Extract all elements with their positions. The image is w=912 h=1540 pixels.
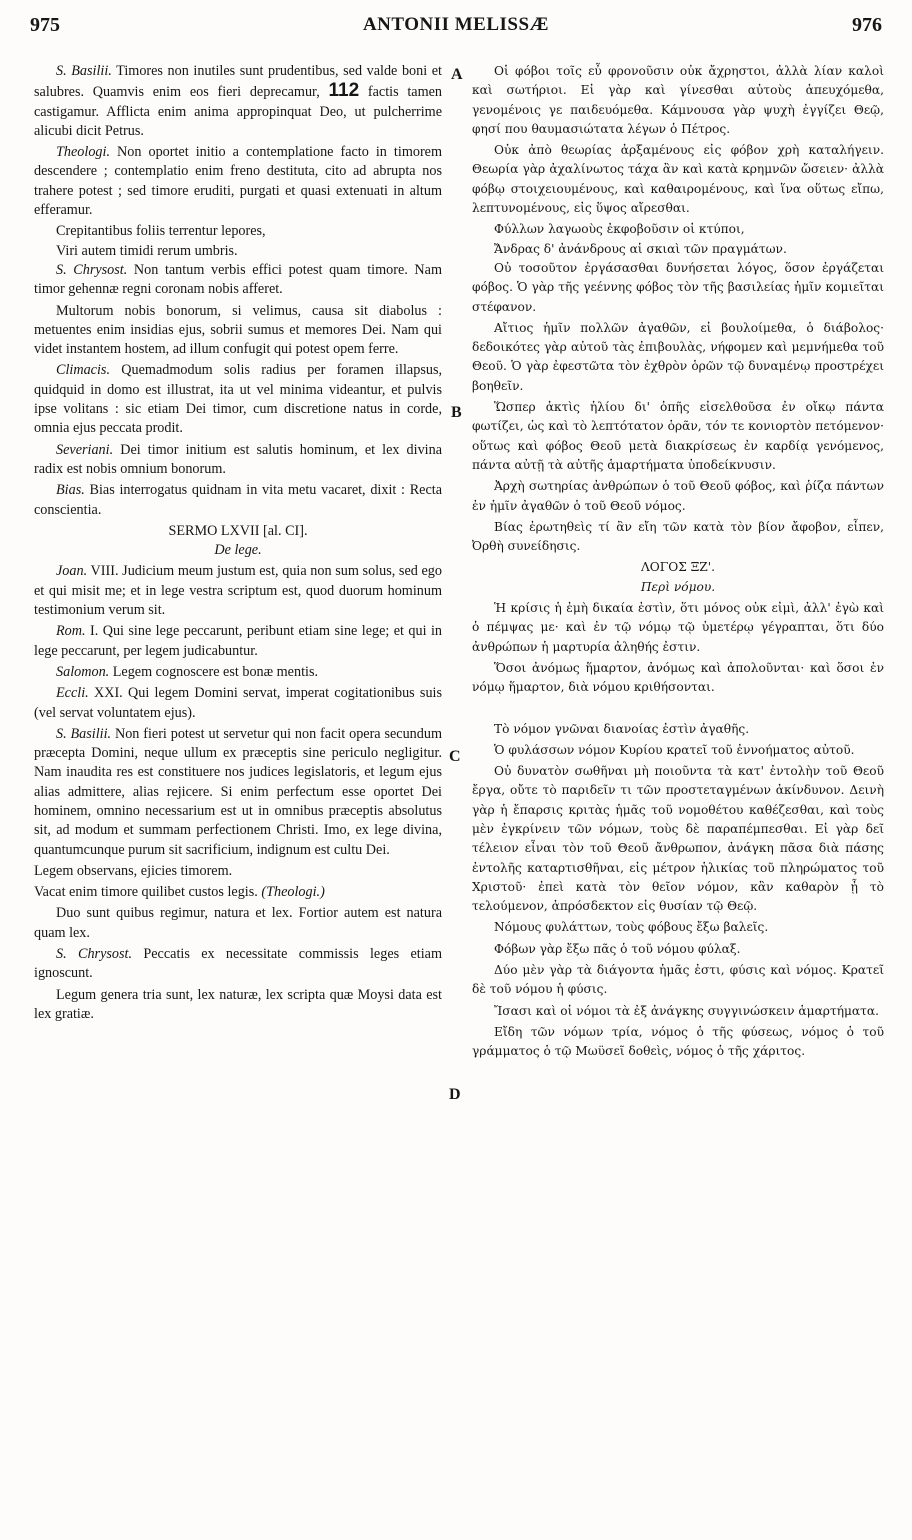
source-label: Bias. — [56, 482, 85, 499]
latin-paragraph — [34, 143, 442, 220]
greek-verse-line: Φόβων γὰρ ἔξω πᾶς ὁ τοῦ νόμου φύλαξ. — [494, 941, 741, 956]
latin-paragraph — [34, 883, 442, 902]
greek-paragraph: Βίας ἐρωτηθεὶς τί ἂν εἴη τῶν κατὰ τὸν βίον ἄφοβον, εἶπεν, Ὀρθὴ συνείδησις. — [472, 519, 884, 554]
greek-paragraph: Ἡ κρίσις ἡ ἐμὴ δικαία ἐστὶν, ὅτι μόνος οὐκ εἰμὶ, ἀλλ' ἐγὼ καὶ ὁ πέμψας με· καὶ ἐν τῷ νόμῳ τῷ ὑμετέρῳ γέγραπται, ὅτι δύο ἀνθρώπων ἡ μαρτυρία ἀληθής ἐστιν. — [472, 601, 884, 654]
greek-paragraph: Οἱ φόβοι τοῖς εὖ φρονοῦσιν οὐκ ἄχρηστοι, ἀλλὰ λίαν καλοὶ καὶ σωτήριοι. Εἰ γὰρ καὶ γίνεσθαι αὐτοὺς ἀπευχόμεθα, γενομένοις γε παιδευόμεθα. Κάμνουσα γὰρ ψυχὴ ἐγγίζει Θεῷ, φησί που θαυμασιώτατα λέγων ὁ Πέτρος. — [472, 64, 884, 136]
source-label: S. Basilii. — [56, 725, 112, 742]
section-marker-b: B — [451, 404, 462, 421]
latin-paragraph — [34, 663, 442, 682]
greek-paragraph: Ὅσοι ἀνόμως ἥμαρτον, ἀνόμως καὶ ἀπολοῦνται· καὶ ὅσοι ἐν νόμῳ ἥμαρτον, διὰ νόμου κριθήσονται. — [472, 660, 884, 695]
source-label: Theologi. — [56, 144, 110, 161]
latin-paragraph — [34, 261, 442, 300]
greek-verse-line: Νόμους φυλάττων, τοὺς φόβους ἔξω βαλεῖς. — [494, 920, 769, 935]
verse-line: Viri autem timidi rerum umbris. — [56, 242, 238, 259]
source-label: Joan. — [56, 563, 88, 580]
latin-column — [34, 62, 442, 1026]
paragraph-text: VIII. Judicium meum justum est, quia non sum solus, sed ego et qui misit me; et in lege vestra scriptum est, quod duorum hominum testimonium verum sit. — [34, 563, 442, 619]
source-label: Rom. — [56, 623, 86, 640]
greek-paragraph: Οὐκ ἀπὸ θεωρίας ἀρξαμένους εἰς φόβον χρὴ καταλήγειν. Θεωρία γὰρ ἀχαλίνωτος τάχα ἂν καὶ κατὰ κρημνῶν ὤσειεν· ἀλλὰ φόβῳ στοιχειουμένους, καὶ καθαιρομένους, καὶ ἵνα οὕτως εἴπω, λεπτυνομένους, εἰς ὕψος αἴρεσθαι. — [472, 143, 884, 216]
greek-paragraph: Οὐ τοσοῦτον ἐργάσασθαι δυνήσεται λόγος, ὅσον ἐργάζεται φόβος. Ὁ γὰρ τῆς γεέννης φόβος τὸν τῆς βασιλείας ἡμῖν κομιεῖται στέφανον. — [472, 260, 884, 314]
paragraph-text: Timores non inutiles sunt prudentibus, sed valde boni et salubres. Quamvis enim eos fieri deprecamur, — [34, 63, 442, 101]
paragraph-text: Dei timor initium est salutis hominum, et lex divina radix est nobis omnium bonorum. — [34, 441, 442, 477]
paragraph-text: Peccatis ex necessitate commissis leges etiam ignoscunt. — [34, 946, 443, 982]
greek-paragraph: Εἴδη τῶν νόμων τρία, νόμος ὁ τῆς φύσεως, νόμος ὁ τοῦ γράμματος ὁ τῷ Μωϋσεῖ δοθεὶς, νόμος ὁ τῆς χάριτος. — [472, 1024, 884, 1059]
greek-verse-line: Φύλλων λαγωοὺς ἐκφοβοῦσιν οἱ κτύποι, — [494, 222, 745, 237]
greek-paragraph: Αἴτιος ἡμῖν πολλῶν ἀγαθῶν, εἰ βουλοίμεθα, ὁ διάβολος· δεδοικότες γὰρ αὐτοῦ τὰς ἐπιβουλὰς, νήφομεν καὶ μεμνήμεθα τοῦ Θεοῦ. Ὁ γὰρ ἐφεστῶτα τὸν ἐχθρὸν ὁρῶν τῷ δυναμένῳ προστρέχει βοηθεῖν. — [472, 320, 884, 393]
latin-paragraph — [34, 725, 442, 860]
paragraph-text: Legem cognoscere est bonæ mentis. — [112, 663, 319, 680]
greek-paragraph: Ὁ φυλάσσων νόμον Κυρίου κρατεῖ τοῦ ἐννοήματος αὐτοῦ. — [494, 742, 855, 757]
greek-paragraph: Οὐ δυνατὸν σωθῆναι μὴ ποιοῦντα τὰ κατ' ἐντολὴν τοῦ Θεοῦ ἔργα, οὔτε τὸ παριδεῖν τι τῶν προστεταγμένων ἀκίνδυνον. Δεινὴ γὰρ ἡ ἔπαρσις κριτὰς ἡμᾶς τοῦ νομοθέτου καθέζεσθαι, καὶ τοὺς μὲν ἐγκρίνειν τῶν νόμων, τοὺς δὲ παραπέμπεσθαι. Εἰ γὰρ δεῖ τέλειον εἶναι τὸν τοῦ Θεοῦ ἄνθρωπον, ἀνάγκη πᾶσα διὰ πάσης ἐντολῆς καταρτισθῆναι, εἰς μέτρον ἡλικίας τοῦ πληρώματος τοῦ Χριστοῦ· ἐπεὶ κατὰ τὸν θεῖον νόμον, κἂν καθαρὸν ᾖ τὸ τελούμενον, ἀπρόσδεκτον εἰς θυσίαν τῷ Θεῷ. — [472, 764, 884, 914]
verse-line: Legem observans, ejicies timorem. — [34, 862, 233, 879]
paragraph-text: Non oportet initio a contemplatione facto in timorem descendere ; contemplatio enim freno destituta, cito ad abrupta nos trahere potest ; sed timore eruditi, purgati et quasi extenuati in altum efferamur. — [34, 144, 442, 219]
greek-verse-line: Ἄνδρας δ' ἀνάνδρους αἱ σκιαὶ τῶν πραγμάτων. — [494, 241, 787, 256]
paragraph-text: Non fieri potest ut servetur qui non facit opera secundum præcepta Domini, neque ullum ex præceptis sine periculo negligitur. Nam inaudita res est constituere nos judices legislatoris, et legum ejus alias admittere, alias rejicere. Si enim perfectum esse oportet Dei hominem, omnino necessarium est ut in omnibus præceptis absolutus sit, ad modum et summam perfectionem Christi. Imo, ex lege divina, quantumcunque purum sit sacrificium, indignum est cultu Dei. — [34, 725, 442, 858]
sermon-heading: SERMO LXVII [al. CI]. — [168, 522, 308, 539]
source-label: Climacis. — [56, 362, 110, 379]
source-label: S. Chrysost. — [56, 261, 128, 278]
latin-paragraph — [34, 562, 442, 620]
section-marker-d: D — [449, 1086, 461, 1103]
spacer — [472, 700, 884, 720]
paragraph-text: factis tamen castigamur. Afflicta enim anima appropinquat Deo, ut pulcherrime alicubi dicit Petrus. — [34, 84, 443, 139]
source-label: (Theologi.) — [261, 884, 325, 901]
latin-paragraph: Legum genera tria sunt, lex naturæ, lex scripta quæ Moysi data est lex gratiæ. — [34, 986, 442, 1022]
page-number-right: 976 — [852, 14, 882, 36]
paragraph-text: Bias interrogatus quidnam in vita metu vacaret, dixit : Recta conscientia. — [34, 482, 443, 518]
logos-subtitle: Περὶ νόμου. — [640, 579, 716, 594]
latin-paragraph — [34, 441, 442, 480]
sermon-subtitle: De lege. — [214, 542, 262, 559]
paragraph-text: Quemadmodum solis radius per foramen illapsus, quidquid in domo est illustrat, ita ut vel minima videantur, et pulvis ipse volitans : sic etiam Dei timor, cum discretione natus in corde, omnia ejus peccata prodit. — [34, 362, 443, 437]
latin-paragraph: Duo sunt quibus regimur, natura et lex. Fortior autem est natura quam lex. — [34, 905, 442, 941]
source-label: S. Basilii. — [56, 63, 112, 79]
greek-paragraph: Ἴσασι καὶ οἱ νόμοι τὰ ἐξ ἀνάγκης συγγινώσκειν ἁμαρτήματα. — [494, 1003, 880, 1018]
latin-paragraph — [34, 622, 442, 661]
source-label: Severiani. — [56, 441, 114, 458]
latin-paragraph — [34, 945, 442, 984]
latin-paragraph — [34, 62, 442, 141]
latin-paragraph — [34, 361, 442, 438]
marginal-number: 112 — [328, 80, 360, 102]
logos-heading: ΛΟΓΟΣ ΞΖ'. — [641, 560, 715, 575]
paragraph-text: Vacat enim timore quilibet custos legis. — [34, 884, 258, 901]
source-label: Salomon. — [56, 663, 110, 680]
paragraph-text: XXI. Qui legem Domini servat, imperat cogitationibus suis (vel servat voluntatem ejus). — [34, 685, 443, 721]
greek-paragraph: Ἀρχὴ σωτηρίας ἀνθρώπων ὁ τοῦ Θεοῦ φόβος, καὶ ῥίζα πάντων ἐν ἡμῖν ἀγαθῶν ὁ τοῦ Θεοῦ νόμος. — [472, 479, 884, 513]
verse-line: Crepitantibus foliis terrentur lepores, — [56, 223, 266, 240]
greek-column — [472, 62, 884, 1064]
section-marker-a: A — [451, 66, 463, 83]
source-label: Eccli. — [56, 685, 89, 702]
greek-paragraph: Τὸ νόμον γνῶναι διανοίας ἐστὶν ἀγαθῆς. — [494, 721, 750, 736]
latin-paragraph: Multorum nobis bonorum, si velimus, causa sit diabolus : metuentes enim insidias ejus, sobrii sumus et memores Dei. Nam qui videt instantem hostem, ad illum confugit qui potest opem ferre. — [34, 302, 442, 358]
latin-paragraph — [34, 684, 442, 723]
paragraph-text: Non tantum verbis effici potest quam timore. Nam timor gehennæ regni coronam nobis afferet. — [34, 261, 443, 298]
paragraph-text: I. Qui sine lege peccarunt, peribunt etiam sine lege; et qui in lege peccarunt, per legem judicabuntur. — [34, 623, 443, 659]
section-marker-c: C — [449, 748, 461, 765]
greek-paragraph: Ὥσπερ ἀκτὶς ἡλίου δι' ὀπῆς εἰσελθοῦσα ἐν οἴκῳ πάντα φωτίζει, ὡς καὶ τὸ λεπτότατον ὁρᾶν, τόν τε κονιορτὸν πετόμενον· οὕτως καὶ φόβος Θεοῦ μετὰ διακρίσεως ἐν καρδίᾳ γενόμενος, πάντα αὐτῇ τὰ αὐτῆς ἁμαρτήματα ὑποδείκνυσιν. — [472, 400, 884, 472]
page-number-left: 975 — [30, 14, 60, 36]
source-label: S. Chrysost. — [56, 946, 132, 963]
running-title: ANTONII MELISSÆ — [362, 14, 550, 35]
page-header — [30, 14, 882, 44]
latin-paragraph — [34, 481, 442, 520]
greek-paragraph: Δύο μὲν γὰρ τὰ διάγοντα ἡμᾶς ἐστι, φύσις καὶ νόμος. Κρατεῖ δὲ τοῦ νόμου ἡ φύσις. — [472, 963, 884, 997]
